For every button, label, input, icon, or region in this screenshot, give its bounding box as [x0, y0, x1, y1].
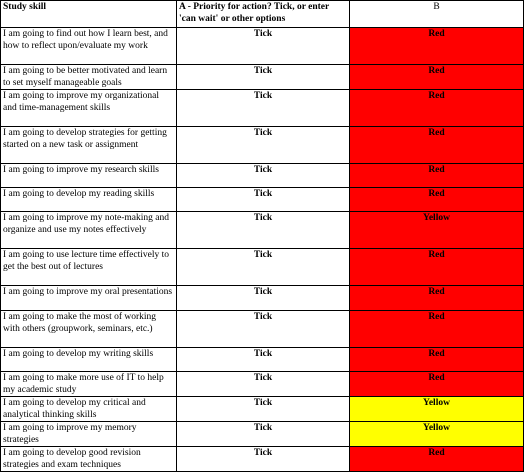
rating-cell: Red: [350, 249, 524, 286]
priority-cell: Tick: [177, 212, 350, 249]
priority-cell: Tick: [177, 188, 350, 212]
rating-cell: Yellow: [350, 397, 524, 422]
table-row: [1, 286, 524, 311]
table-row: [1, 422, 524, 447]
header-priority: A - Priority for action? Tick, or enter 'can wait' or other options: [177, 1, 350, 28]
table-row: [1, 348, 524, 372]
study-skill-cell: I am going to improve my memory strategies: [1, 422, 177, 447]
priority-cell: Tick: [177, 127, 350, 164]
rating-cell: Red: [350, 447, 524, 472]
study-skill-cell: I am going to improve my research skills: [1, 164, 177, 188]
study-skill-cell: I am going to be better motivated and learn to set myself manageable goals: [1, 65, 177, 90]
study-skill-cell: I am going to find out how I learn best, and how to reflect upon/evaluate my work: [1, 28, 177, 65]
study-skill-cell: I am going to make more use of IT to help my academic study: [1, 372, 177, 397]
table-row: [1, 127, 524, 164]
study-skill-cell: I am going to develop my critical and analytical thinking skills: [1, 397, 177, 422]
table-row: [1, 65, 524, 90]
rating-cell: Red: [350, 127, 524, 164]
study-skill-cell: I am going to improve my oral presentations: [1, 286, 177, 311]
rating-cell: Red: [350, 286, 524, 311]
table-row: [1, 164, 524, 188]
rating-cell: Red: [350, 188, 524, 212]
rating-cell: Red: [350, 90, 524, 127]
table-row: [1, 372, 524, 397]
priority-cell: Tick: [177, 286, 350, 311]
study-skill-cell: I am going to improve my note-making and organize and use my notes effectively: [1, 212, 177, 249]
header-study-skill: Study skill: [1, 1, 177, 28]
rating-cell: Red: [350, 28, 524, 65]
study-skill-cell: I am going to develop my reading skills: [1, 188, 177, 212]
priority-cell: Tick: [177, 90, 350, 127]
priority-cell: Tick: [177, 397, 350, 422]
study-skill-cell: I am going to use lecture time effectively to get the best out of lectures: [1, 249, 177, 286]
study-skill-cell: I am going to improve my organizational and time-management skills: [1, 90, 177, 127]
rating-cell: Red: [350, 65, 524, 90]
priority-cell: Tick: [177, 422, 350, 447]
table-body: [1, 28, 524, 472]
table-row: [1, 249, 524, 286]
header-b: B: [350, 1, 524, 28]
table-row: [1, 397, 524, 422]
rating-cell: Red: [350, 311, 524, 348]
rating-cell: Yellow: [350, 212, 524, 249]
study-skill-cell: I am going to develop my writing skills: [1, 348, 177, 372]
table-row: [1, 90, 524, 127]
rating-cell: Red: [350, 164, 524, 188]
priority-cell: Tick: [177, 65, 350, 90]
table-row: [1, 212, 524, 249]
table-row: [1, 311, 524, 348]
table-row: [1, 28, 524, 65]
priority-cell: Tick: [177, 164, 350, 188]
priority-cell: Tick: [177, 249, 350, 286]
priority-cell: Tick: [177, 28, 350, 65]
rating-cell: Red: [350, 348, 524, 372]
rating-cell: Yellow: [350, 422, 524, 447]
study-skill-cell: I am going to make the most of working with others (groupwork, seminars, etc.): [1, 311, 177, 348]
rating-cell: Red: [350, 372, 524, 397]
priority-cell: Tick: [177, 447, 350, 472]
table-row: [1, 447, 524, 472]
study-skill-cell: I am going to develop strategies for getting started on a new task or assignment: [1, 127, 177, 164]
header-row: [1, 1, 524, 28]
priority-cell: Tick: [177, 348, 350, 372]
priority-cell: Tick: [177, 372, 350, 397]
study-skill-cell: I am going to develop good revision strategies and exam techniques: [1, 447, 177, 472]
table-row: [1, 188, 524, 212]
priority-cell: Tick: [177, 311, 350, 348]
